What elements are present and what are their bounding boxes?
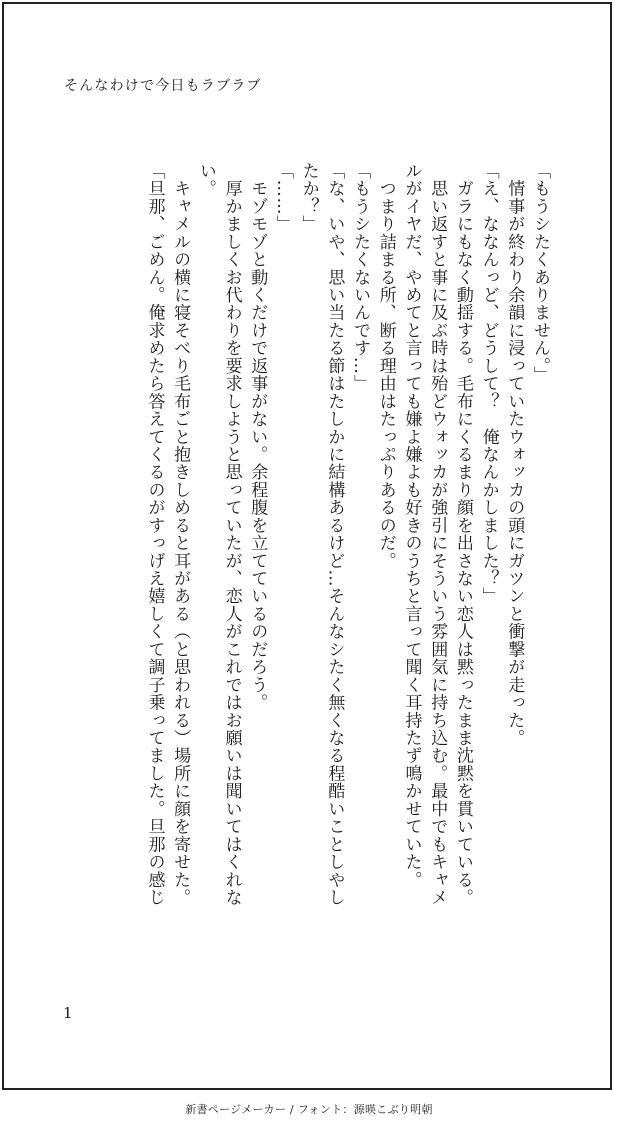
text-line: 思い返すと事に及ぶ時は殆どウォッカが強引にそういう雰囲気に持ち込む。最中でもキャメルがイヤだ、やめてと言っても嫌よ嫌よも好きのうちと言って聞く耳持たず鳴かせていた。 [401, 162, 448, 907]
text-line: 「……」 [272, 162, 293, 233]
page-number: 1 [63, 1004, 73, 1022]
text-line: 「旦那、ごめん。俺求めたら答えてくるのがすっげえ嬉しくて調子乗ってました。旦那の感じ [144, 162, 165, 907]
text-line: 「え、ななんっど、どうして？ 俺なんかしました？」 [478, 162, 499, 605]
text-line: 「もうシたくないんです…」 [350, 162, 371, 393]
footer-credit: 新書ページメーカー / フォント：源暎こぶり明朝 [185, 1103, 433, 1116]
text-line: ガラにもなく動揺する。毛布にくるまり顔を出さない恋人は黙ったまま沈黙を貫いている。 [452, 162, 473, 907]
text-line: モゾモゾと動くだけで返事がない。余程腹を立てているのだろう。 [247, 162, 268, 712]
page-title: そんなわけで今日もラブラブ [64, 78, 262, 94]
page-frame [2, 2, 612, 1090]
vertical-text-body [52, 162, 552, 920]
text-line: 「な、いや、思い当たる節はたしかに結構あるけど…そんなシたく無くなる程酷いことしやしたか？」 [298, 162, 345, 907]
text-line: つまり詰まる所、断る理由はたっぷりあるのだ。 [375, 162, 396, 570]
text-line: キャメルの横に寝そべり毛布ごと抱きしめると耳がある（と思われる）場所に顔を寄せた。 [170, 162, 191, 907]
text-line: 「もうシたくありません。」 [530, 162, 550, 384]
text-line: 情事が終わり余韻に浸っていたウォッカの頭にガツンと衝撃が走った。 [504, 162, 525, 747]
text-line: 厚かましくお代わりを要求しようと思っていたが、恋人がこれではお願いは聞いてはくれない。 [195, 162, 242, 907]
